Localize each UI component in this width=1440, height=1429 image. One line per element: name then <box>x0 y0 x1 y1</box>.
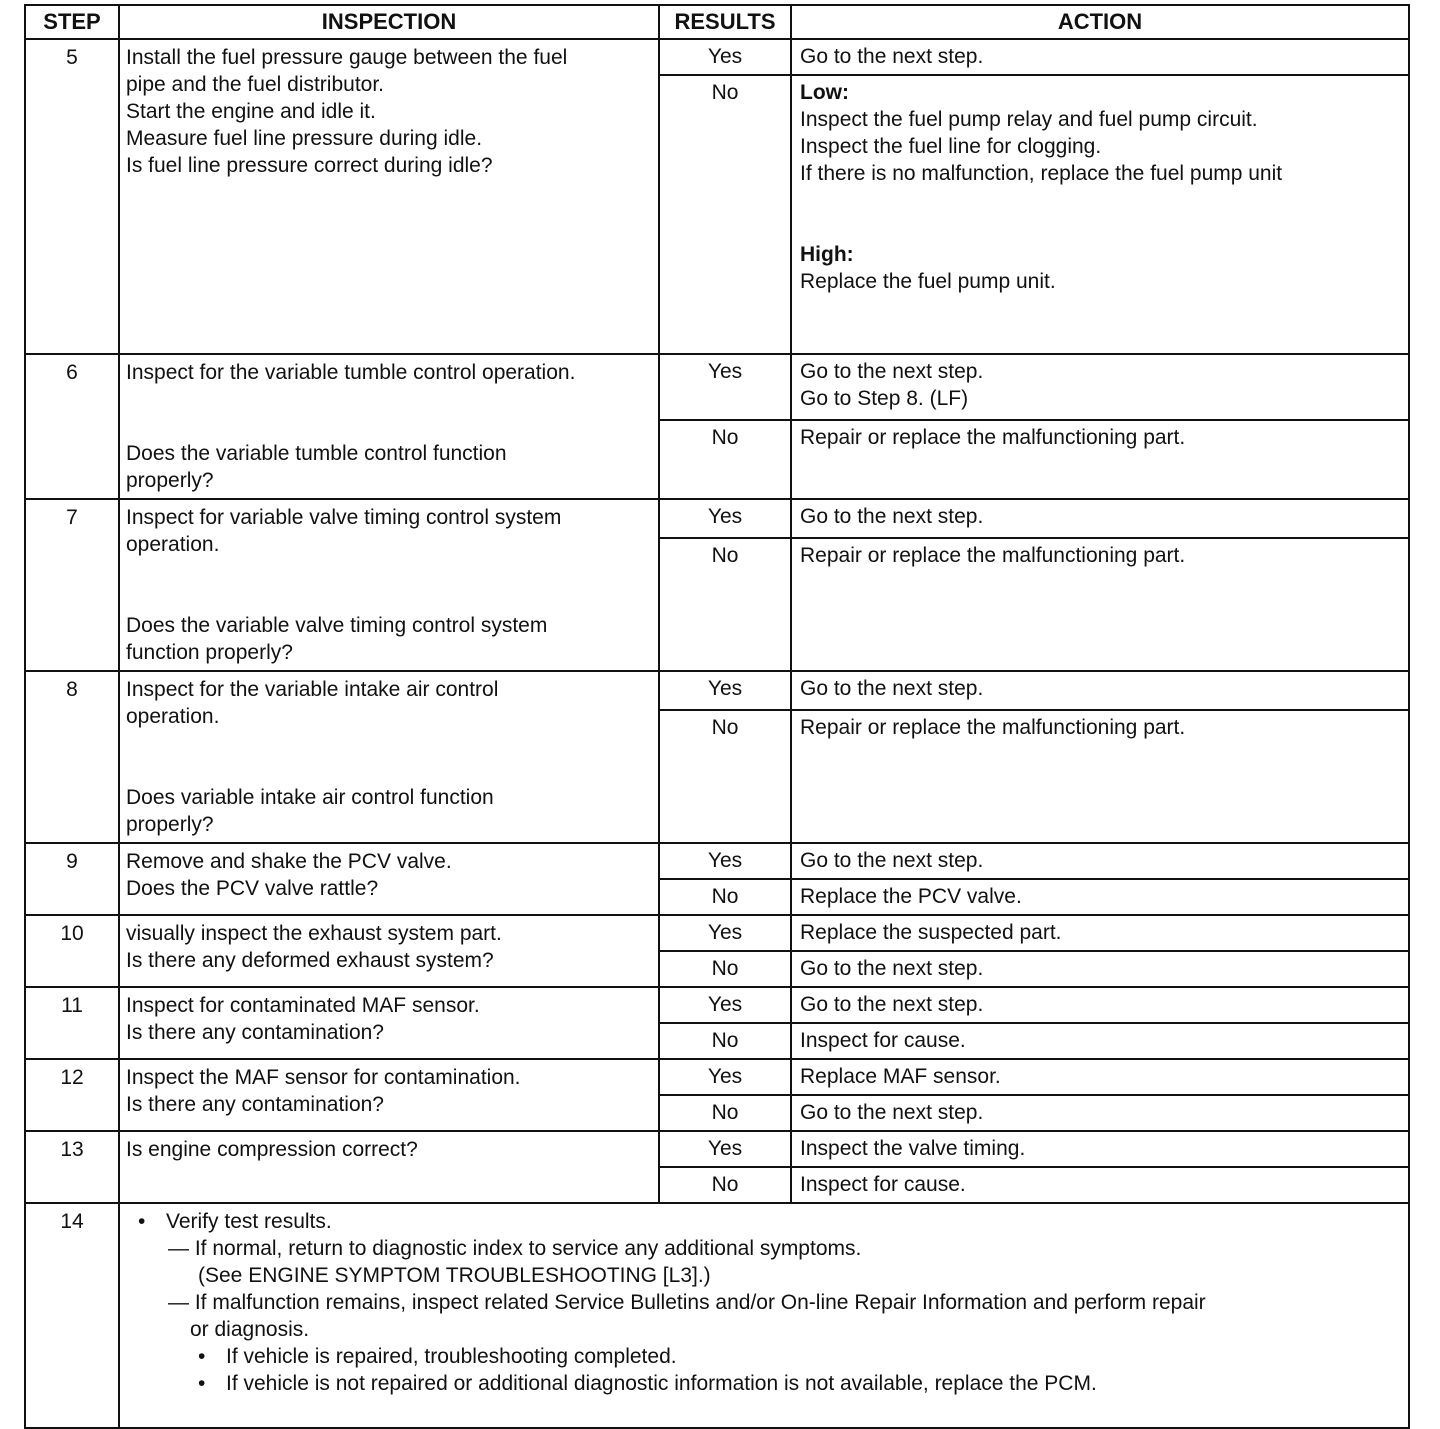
action-line: Go to the next step. <box>800 45 984 68</box>
step-number: 12 <box>25 1059 119 1131</box>
result-no: No <box>659 538 791 671</box>
action-line: Go to the next step. <box>800 505 984 528</box>
normal-line <box>130 1235 1398 1262</box>
step-number: 14 <box>25 1203 119 1428</box>
action-line: Inspect for cause. <box>800 1029 966 1052</box>
action-line: If there is no malfunction, replace the fuel pump unit <box>800 162 1283 185</box>
result-no: No <box>659 710 791 843</box>
inspection-question: Does the variable tumble control function <box>126 442 507 465</box>
sub-bullet <box>130 1343 1398 1370</box>
result-yes: Yes <box>659 1131 791 1167</box>
result-no: No <box>659 1095 791 1131</box>
inspection-line: Inspect for the variable tumble control operation. <box>126 361 576 384</box>
step-number: 13 <box>25 1131 119 1203</box>
result-yes: Yes <box>659 1059 791 1095</box>
dash-icon <box>168 1237 195 1260</box>
inspection-question: Is fuel line pressure correct during idle? <box>126 154 493 177</box>
result-yes: Yes <box>659 915 791 951</box>
action-cell <box>791 538 1409 671</box>
step-number: 11 <box>25 987 119 1059</box>
inspection-cell <box>119 499 659 671</box>
step-number: 7 <box>25 499 119 671</box>
inspection-line: Inspect for variable valve timing control system <box>126 506 562 529</box>
normal-see: (See ENGINE SYMPTOM TROUBLESHOOTING [L3].) <box>198 1264 711 1287</box>
action-line: Go to Step 8. (LF) <box>800 387 969 410</box>
action-line: Inspect the fuel line for clogging. <box>800 135 1102 158</box>
normal-text: If normal, return to diagnostic index to service any additional symptoms. <box>194 1237 862 1260</box>
step-number: 9 <box>25 843 119 915</box>
action-cell <box>791 1131 1409 1167</box>
inspection-question: properly? <box>126 469 214 492</box>
step-number: 5 <box>25 39 119 354</box>
step-10-row-yes <box>25 915 1409 951</box>
action-cell <box>791 915 1409 951</box>
action-cell <box>791 671 1409 710</box>
action-line: Inspect for cause. <box>800 1173 966 1196</box>
result-yes: Yes <box>659 671 791 710</box>
inspection-question: Does variable intake air control function <box>126 786 494 809</box>
malfunction-line-2: or diagnosis. <box>190 1318 310 1341</box>
result-yes: Yes <box>659 39 791 75</box>
spacer <box>800 187 1400 241</box>
action-cell <box>791 354 1409 420</box>
inspection-cell <box>119 671 659 843</box>
inspection-cell <box>119 915 659 987</box>
action-line: Go to the next step. <box>800 360 984 383</box>
action-cell <box>791 987 1409 1023</box>
header-step: STEP <box>25 5 119 39</box>
inspection-cell <box>119 843 659 915</box>
result-no: No <box>659 1167 791 1203</box>
step-number: 10 <box>25 915 119 987</box>
result-yes: Yes <box>659 499 791 538</box>
result-no: No <box>659 879 791 915</box>
verify-text: Verify test results. <box>166 1210 332 1233</box>
action-cell <box>791 951 1409 987</box>
header-row <box>25 5 1409 39</box>
result-no: No <box>659 1023 791 1059</box>
action-cell <box>791 420 1409 499</box>
malfunction-text: If malfunction remains, inspect related Service Bulletins and/or On-line Repair Information and perform repair <box>194 1291 1206 1314</box>
action-line: Inspect the fuel pump relay and fuel pump circuit. <box>800 108 1258 131</box>
action-line: Replace the suspected part. <box>800 921 1062 944</box>
step-11-row-yes <box>25 987 1409 1023</box>
action-line: Go to the next step. <box>800 677 984 700</box>
header-action: ACTION <box>791 5 1409 39</box>
action-line: Replace MAF sensor. <box>800 1065 1001 1088</box>
bullet-icon <box>138 1210 166 1233</box>
step-5-row-yes <box>25 39 1409 75</box>
inspection-cell <box>119 354 659 499</box>
action-line: Repair or replace the malfunctioning part. <box>800 716 1186 739</box>
action-cell <box>791 710 1409 843</box>
header-inspection: INSPECTION <box>119 5 659 39</box>
inspection-cell <box>119 1059 659 1131</box>
inspection-question: properly? <box>126 813 214 836</box>
inspection-cell <box>119 39 659 354</box>
step-6-row-yes <box>25 354 1409 420</box>
action-cell <box>791 75 1409 354</box>
step-9-row-yes <box>25 843 1409 879</box>
bullet-icon <box>198 1372 226 1395</box>
malfunction-line <box>130 1289 1398 1316</box>
spacer <box>126 730 652 784</box>
action-cell <box>791 879 1409 915</box>
inspection-line: Install the fuel pressure gauge between the fuel <box>126 46 568 69</box>
inspection-question: function properly? <box>126 641 293 664</box>
sub-bullet <box>130 1370 1398 1397</box>
step-14-row <box>25 1203 1409 1428</box>
inspection-line: operation. <box>126 533 220 556</box>
inspection-question: Is there any contamination? <box>126 1093 384 1116</box>
action-line: Go to the next step. <box>800 849 984 872</box>
action-cell <box>791 499 1409 538</box>
result-yes: Yes <box>659 843 791 879</box>
result-no: No <box>659 420 791 499</box>
action-cell <box>791 843 1409 879</box>
bullet-icon <box>198 1345 226 1368</box>
troubleshooting-page <box>24 4 1408 1429</box>
action-cell <box>791 1059 1409 1095</box>
inspection-line: Inspect the MAF sensor for contamination. <box>126 1066 521 1089</box>
action-line: Replace the fuel pump unit. <box>800 270 1056 293</box>
result-no: No <box>659 75 791 354</box>
spacer <box>126 558 652 612</box>
low-heading: Low: <box>800 81 849 104</box>
action-line: Go to the next step. <box>800 1101 984 1124</box>
sub-bullet-text: If vehicle is repaired, troubleshooting completed. <box>226 1345 677 1368</box>
step-number: 6 <box>25 354 119 499</box>
header-results: RESULTS <box>659 5 791 39</box>
troubleshooting-table <box>24 4 1410 1429</box>
action-line: Repair or replace the malfunctioning part. <box>800 426 1186 449</box>
spacer <box>126 386 652 440</box>
result-yes: Yes <box>659 987 791 1023</box>
result-yes: Yes <box>659 354 791 420</box>
action-cell <box>791 1023 1409 1059</box>
verify-bullet <box>130 1208 1398 1235</box>
inspection-line: Start the engine and idle it. <box>126 100 376 123</box>
inspection-line: pipe and the fuel distributor. <box>126 73 385 96</box>
action-line: Go to the next step. <box>800 993 984 1016</box>
step-8-row-yes <box>25 671 1409 710</box>
inspection-question: Is engine compression correct? <box>126 1138 418 1161</box>
action-line: Replace the PCV valve. <box>800 885 1022 908</box>
inspection-line: visually inspect the exhaust system part. <box>126 922 502 945</box>
action-line: Repair or replace the malfunctioning part. <box>800 544 1186 567</box>
inspection-question: Does the variable valve timing control system <box>126 614 548 637</box>
inspection-line: Inspect for the variable intake air control <box>126 678 499 701</box>
inspection-question: Is there any contamination? <box>126 1021 384 1044</box>
dash-icon <box>168 1291 195 1314</box>
high-heading: High: <box>800 243 854 266</box>
inspection-cell <box>119 987 659 1059</box>
result-no: No <box>659 951 791 987</box>
inspection-question: Does the PCV valve rattle? <box>126 877 379 900</box>
step-number: 8 <box>25 671 119 843</box>
action-cell <box>791 1095 1409 1131</box>
sub-bullet-text: If vehicle is not repaired or additional diagnostic information is not available, replace the PCM. <box>226 1372 1097 1395</box>
inspection-line: operation. <box>126 705 220 728</box>
inspection-line: Measure fuel line pressure during idle. <box>126 127 483 150</box>
final-instructions <box>119 1203 1409 1428</box>
step-12-row-yes <box>25 1059 1409 1095</box>
step-7-row-yes <box>25 499 1409 538</box>
action-cell <box>791 39 1409 75</box>
step-13-row-yes <box>25 1131 1409 1167</box>
inspection-cell <box>119 1131 659 1203</box>
action-cell <box>791 1167 1409 1203</box>
action-line: Inspect the valve timing. <box>800 1137 1026 1160</box>
inspection-question: Is there any deformed exhaust system? <box>126 949 494 972</box>
inspection-line: Inspect for contaminated MAF sensor. <box>126 994 480 1017</box>
action-line: Go to the next step. <box>800 957 984 980</box>
inspection-line: Remove and shake the PCV valve. <box>126 850 452 873</box>
